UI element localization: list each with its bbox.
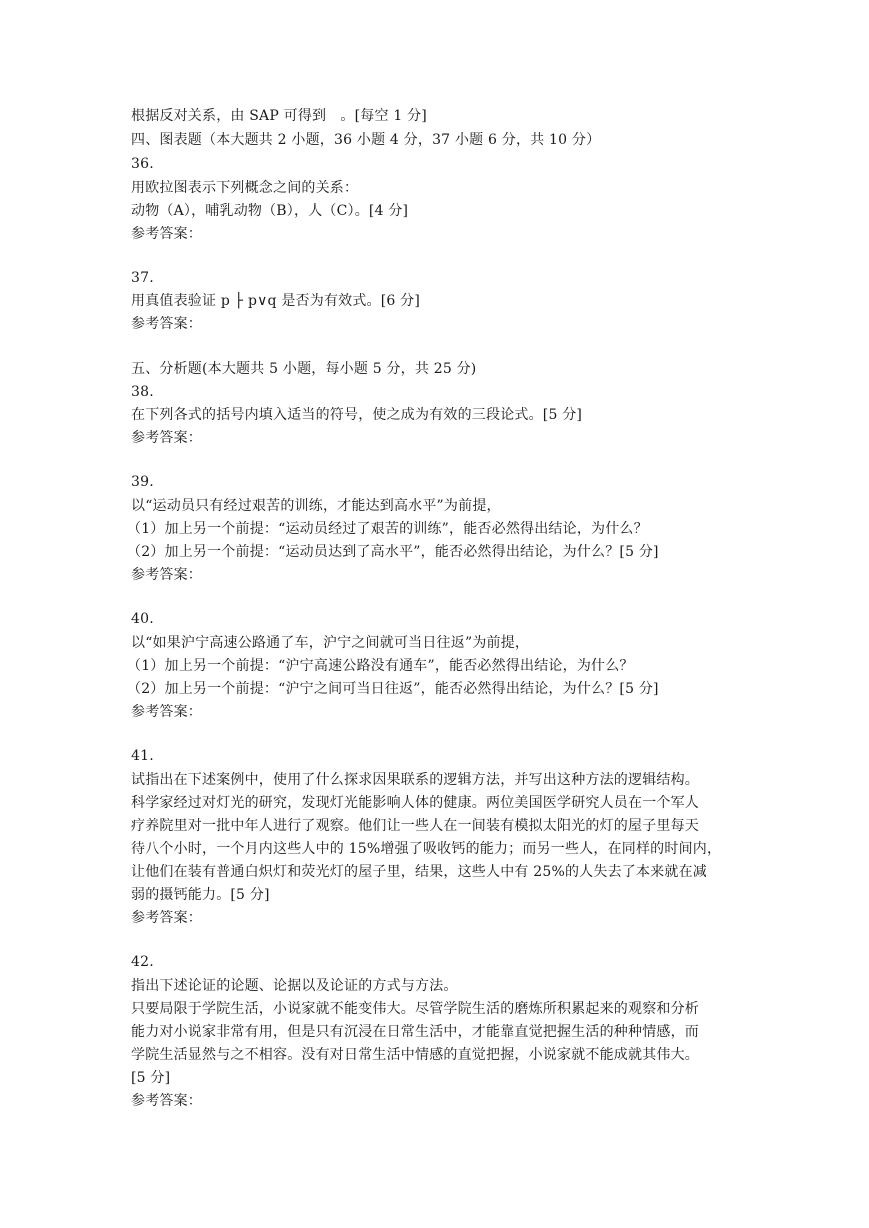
question-38-prompt: 在下列各式的括号内填入适当的符号，使之成为有效的三段论式。[5 分] (131, 407, 583, 423)
question-number-40: 40. (131, 611, 154, 627)
question-number-38: 38. (131, 384, 154, 400)
reference-answer-label: 参考答案： (131, 316, 202, 332)
question-41-case-line-1: 科学家经过对灯光的研究，发现灯光能影响人体的健康。两位美国医学研究人员在一个军人 (131, 795, 699, 811)
question-36-concepts: 动物（A），哺乳动物（B），人（C）。[4 分] (131, 203, 409, 219)
section-heading-analysis-questions: 五、分析题(本大题共 5 小题，每小题 5 分，共 25 分) (131, 361, 477, 377)
question-39-premise: 以“运动员只有经过艰苦的训练，才能达到高水平”为前提， (131, 498, 501, 514)
question-42-argument-line-3: 学院生活显然与之不相容。没有对日常生活中情感的直觉把握，小说家就不能成就其伟大。 (131, 1047, 699, 1063)
question-40-premise: 以“如果沪宁高速公路通了车，沪宁之间就可当日往返”为前提， (131, 635, 530, 651)
question-41-case-line-3: 待八个小时，一个月内这些人中的 15%增强了吸收钙的能力；而另一些人，在同样的时间内， (131, 841, 722, 857)
question-41-case-line-2: 疗养院里对一批中年人进行了观察。他们让一些人在一间装有模拟太阳光的灯的屋子里每天 (131, 818, 699, 834)
question-40-part-2: （2）加上另一个前提：“沪宁之间可当日往返”，能否必然得出结论，为什么？[5 分] (127, 681, 659, 697)
reference-answer-label: 参考答案： (131, 226, 202, 242)
section-heading-chart-questions: 四、图表题（本大题共 2 小题，36 小题 4 分，37 小题 6 分，共 10 分） (131, 132, 601, 148)
fill-blank-line: 根据反对关系，由 SAP 可得到 。[每空 1 分] (131, 108, 427, 124)
question-number-36: 36. (131, 156, 154, 172)
question-37-prompt: 用真值表验证 p ├ p∨q 是否为有效式。[6 分] (131, 293, 421, 309)
question-41-case-line-4: 让他们在装有普通白炽灯和荧光灯的屋子里，结果，这些人中有 25%的人失去了本来就在减 (131, 864, 707, 880)
question-42-score: [5 分] (131, 1070, 171, 1086)
reference-answer-label: 参考答案： (131, 1093, 202, 1109)
question-number-42: 42. (131, 954, 154, 970)
question-41-case-line-5: 弱的摄钙能力。[5 分] (131, 887, 270, 903)
question-36-prompt: 用欧拉图表示下列概念之间的关系： (131, 180, 359, 196)
question-number-39: 39. (131, 474, 154, 490)
reference-answer-label: 参考答案： (131, 430, 202, 446)
reference-answer-label: 参考答案： (131, 567, 202, 583)
question-number-37: 37. (131, 270, 154, 286)
question-41-prompt: 试指出在下述案例中，使用了什么探求因果联系的逻辑方法，并写出这种方法的逻辑结构。 (131, 772, 699, 788)
reference-answer-label: 参考答案： (131, 704, 202, 720)
question-42-argument-line-2: 能力对小说家非常有用，但是只有沉浸在日常生活中，才能靠直觉把握生活的种种情感，而 (131, 1024, 699, 1040)
question-40-part-1: （1）加上另一个前提：“沪宁高速公路没有通车”，能否必然得出结论，为什么？ (127, 658, 634, 674)
question-39-part-2: （2）加上另一个前提：“运动员达到了高水平”，能否必然得出结论，为什么？[5 分] (127, 544, 659, 560)
question-42-prompt: 指出下述论证的论题、论据以及论证的方式与方法。 (131, 978, 458, 994)
question-39-part-1: （1）加上另一个前提：“运动员经过了艰苦的训练”，能否必然得出结论，为什么？ (127, 521, 648, 537)
question-number-41: 41. (131, 748, 154, 764)
question-42-argument-line-1: 只要局限于学院生活，小说家就不能变伟大。尽管学院生活的磨炼所积累起来的观察和分析 (131, 1001, 699, 1017)
reference-answer-label: 参考答案： (131, 910, 202, 926)
